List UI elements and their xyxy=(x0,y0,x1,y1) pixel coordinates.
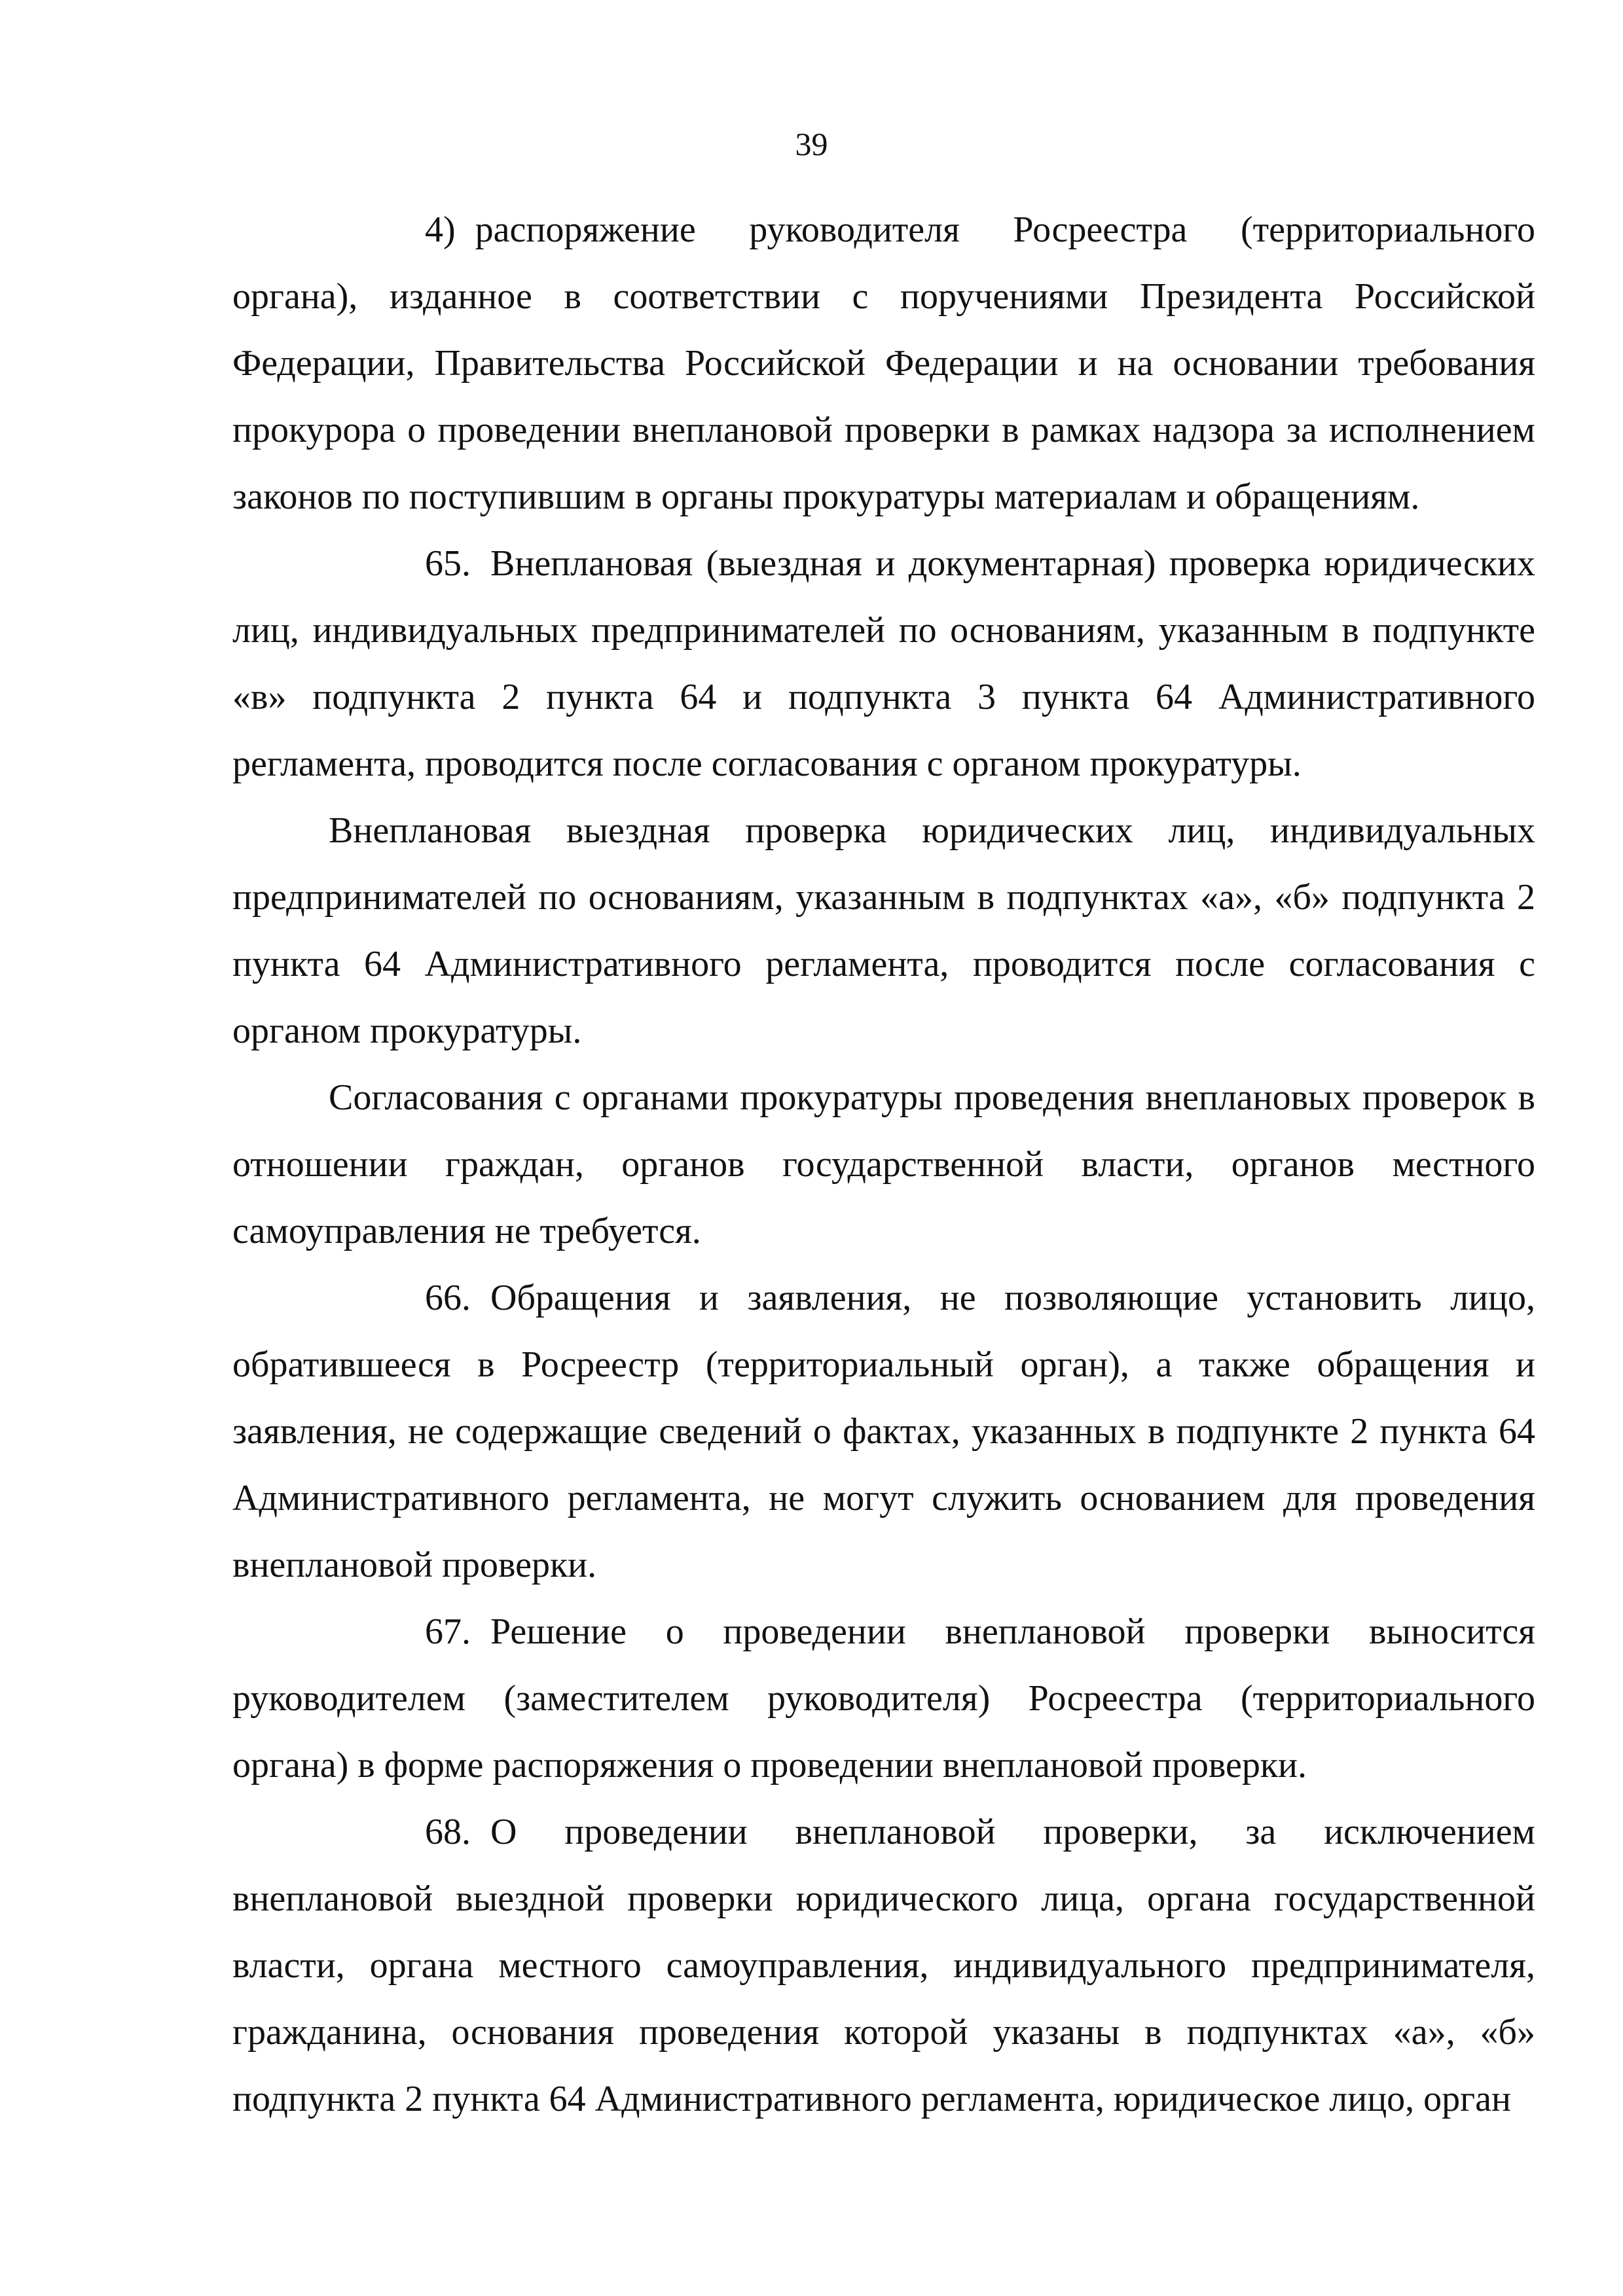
paragraph-65-no-approval xyxy=(232,1064,1535,1265)
paragraph-item-4 xyxy=(232,196,1535,530)
paragraph-number: 68. xyxy=(425,1812,471,1852)
paragraph-text: Внеплановая (выездная и документарная) проверка юридических лиц, индивидуальных предпринимателей по основаниям, указанным в подпункте «в» подпункта 2 пункта 64 и подпункта 3 пункта 64 Административного регламента, проводится после согласования с органом прокуратуры. xyxy=(232,543,1535,784)
paragraph-text: О проведении внеплановой проверки, за исключением внеплановой выездной проверки юридического лица, органа государственной власти, органа местного самоуправления, индивидуального предпринимателя, гражданина, основания проведения которой указаны в подпунктах «а», «б» подпункта 2 пункта 64 Административного регламента, юридическое лицо, орган xyxy=(232,1812,1535,2119)
paragraph-68 xyxy=(232,1799,1535,2132)
paragraph-text: Внеплановая выездная проверка юридических лиц, индивидуальных предпринимателей по основаниям, указанным в подпунктах «а», «б» подпункта 2 пункта 64 Административного регламента, проводится после согласования с органом прокуратуры. xyxy=(232,810,1535,1051)
paragraph-text: Решение о проведении внеплановой проверки выносится руководителем (заместителем руководителя) Росреестра (территориального органа) в форме распоряжения о проведении внеплановой проверки. xyxy=(232,1611,1535,1785)
paragraph-number: 65. xyxy=(425,543,471,584)
document-body xyxy=(232,196,1535,2132)
page-number: 39 xyxy=(795,126,828,162)
paragraph-65 xyxy=(232,530,1535,797)
paragraph-text: Обращения и заявления, не позволяющие установить лицо, обратившееся в Росреестр (территориальный орган), а также обращения и заявления, не содержащие сведений о фактах, указанных в подпункте 2 пункта 64 Административного регламента, не могут служить основанием для проведения внеплановой проверки. xyxy=(232,1278,1535,1585)
paragraph-number: 66. xyxy=(425,1278,471,1318)
paragraph-66 xyxy=(232,1265,1535,1598)
paragraph-number: 67. xyxy=(425,1611,471,1652)
paragraph-number: 4) xyxy=(425,209,456,250)
paragraph-67 xyxy=(232,1598,1535,1799)
paragraph-65-unplanned-onsite xyxy=(232,797,1535,1064)
paragraph-text: Согласования с органами прокуратуры проведения внеплановых проверок в отношении граждан, органов государственной власти, органов местного самоуправления не требуется. xyxy=(232,1077,1535,1251)
paragraph-text: распоряжение руководителя Росреестра (территориального органа), изданное в соответствии с поручениями Президента Российской Федерации, Правительства Российской Федерации и на основании требования прокурора о проведении внеплановой проверки в рамках надзора за исполнением законов по поступившим в органы прокуратуры материалам и обращениям. xyxy=(232,209,1535,517)
